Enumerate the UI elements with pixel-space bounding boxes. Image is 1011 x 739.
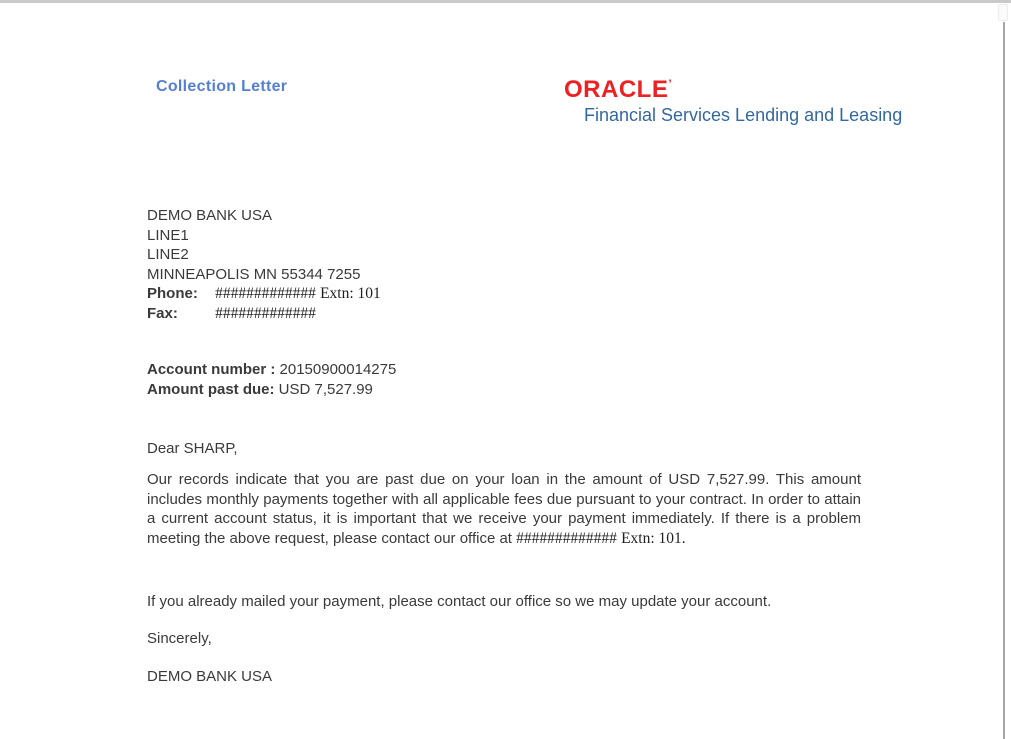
scrollbar-track[interactable] (1003, 22, 1005, 739)
logo-tagline: Financial Services Lending and Leasing (584, 105, 903, 125)
fax-label: Fax: (147, 304, 178, 322)
sender-city-line: MINNEAPOLIS MN 55344 7255 (147, 265, 361, 283)
sender-phone-row (147, 284, 381, 304)
oracle-wordmark-row (564, 73, 902, 104)
trademark-tick-icon: ’ (668, 77, 672, 91)
salutation: Dear SHARP, (147, 440, 238, 457)
oracle-wordmark: ORACLE (564, 76, 669, 103)
account-number-label: Account number : (147, 361, 276, 378)
phone-value: ############# (215, 285, 316, 302)
body-paragraph-2: If you already mailed your payment, please contact our office so we may update your account. (147, 593, 772, 610)
body-paragraph-1-extension: Extn: 101. (621, 529, 686, 547)
closing: Sincerely, (147, 630, 212, 647)
account-summary-block (147, 360, 396, 399)
account-number-value: 20150900014275 (279, 361, 397, 378)
sender-address-line1: LINE1 (147, 226, 189, 244)
signature: DEMO BANK USA (147, 668, 273, 685)
amount-past-due-label: Amount past due: (147, 380, 275, 398)
fax-value: ############# (215, 304, 316, 322)
amount-past-due-value: USD 7,527.99 (278, 380, 373, 398)
amount-past-due-row (147, 380, 396, 400)
body-paragraph-1-text: Our records indicate that you are past due on your loan in the amount of USD 7,527.99. This amount includes monthly payments together with all applicable fees due pursuant to your contract. In order to attain a current account status, it is important that we receive your payment immediately. If there is a problem meeting the above request, please contact our office at (147, 471, 861, 547)
sender-name: DEMO BANK USA (147, 207, 273, 224)
body-paragraph-1 (147, 470, 861, 548)
sender-address-block (147, 206, 381, 323)
letter-title: Collection Letter (156, 78, 288, 95)
account-number-row (147, 360, 396, 380)
window-top-border (0, 0, 1011, 3)
phone-extension: Extn: 101 (320, 285, 381, 302)
sender-address-line2: LINE2 (147, 246, 189, 263)
phone-label: Phone: (147, 285, 198, 302)
scrollbar-cap[interactable] (998, 4, 1008, 21)
body-paragraph-1-phone: ############# (516, 529, 617, 547)
sender-fax-row (147, 304, 381, 324)
oracle-logo (564, 73, 902, 126)
